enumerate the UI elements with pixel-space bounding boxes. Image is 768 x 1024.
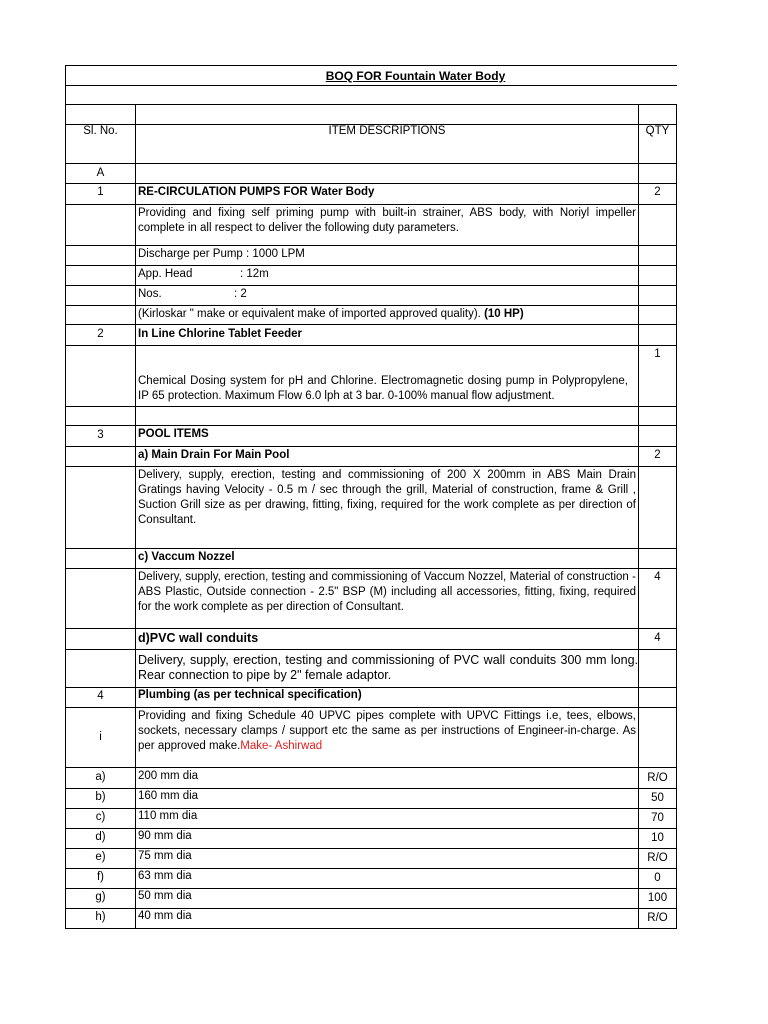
pipe-row-no: c)	[95, 811, 106, 823]
pipe-row-desc: 63 mm dia	[138, 870, 192, 882]
item1-description: Providing and fixing self priming pump with built-in strainer, ABS body, with Noriyl impeller complete in all respect to deliver the following duty parameters.	[138, 207, 636, 234]
pipe-row-no: a)	[95, 771, 106, 783]
grid-line	[66, 245, 677, 246]
pipe-row-no: g)	[95, 891, 106, 903]
grid-line	[66, 928, 677, 929]
pipe-row-no: b)	[95, 791, 106, 803]
grid-line	[66, 163, 677, 164]
grid-line	[66, 183, 677, 184]
pipe-row-qty: 70	[651, 812, 664, 824]
pipe-row-qty: R/O	[647, 772, 668, 784]
grid-line	[66, 85, 677, 86]
grid-line	[66, 446, 677, 447]
section-a-label: A	[96, 167, 105, 179]
document-title-text: BOQ FOR Fountain Water Body	[325, 69, 506, 83]
item1-head-label: App. Head	[138, 268, 193, 280]
grid-line	[135, 104, 136, 929]
pipe-row-desc: 160 mm dia	[138, 790, 199, 802]
item4-make: Make- Ashirwad	[240, 740, 323, 752]
grid-line	[66, 767, 677, 768]
item3-a-heading: a) Main Drain For Main Pool	[138, 449, 290, 461]
item1-heading: RE-CIRCULATION PUMPS FOR Water Body	[138, 186, 375, 198]
grid-line	[66, 285, 677, 286]
document-title	[66, 66, 677, 86]
item3-d-description: Delivery, supply, erection, testing and commissioning of PVC wall conduits 300 mm long. Rear connection to pipe by 2" female adaptor.	[138, 653, 638, 682]
item3-a-qty: 2	[654, 449, 661, 461]
pipe-row-desc: 50 mm dia	[138, 890, 192, 902]
grid-line	[66, 345, 677, 346]
grid-line	[66, 548, 677, 549]
pipe-row-no: e)	[95, 851, 106, 863]
item1-make	[138, 307, 524, 322]
grid-line	[66, 568, 677, 569]
grid-line	[66, 406, 677, 407]
item1-no: 1	[97, 186, 104, 198]
item1-hp: (10 HP)	[484, 308, 524, 320]
item1-nos-label: Nos.	[138, 288, 162, 300]
item4-description	[138, 709, 636, 754]
pipe-row-no: f)	[96, 871, 105, 883]
grid-line	[66, 305, 677, 306]
grid-line	[66, 466, 677, 467]
pipe-row-qty: R/O	[647, 852, 668, 864]
grid-line	[66, 104, 677, 105]
pipe-row-desc: 200 mm dia	[138, 770, 199, 782]
header-qty: QTY	[645, 125, 670, 137]
item1-make-text: (Kirloskar " make or equivalent make of imported approved quality).	[138, 308, 481, 320]
item4-no: 4	[97, 690, 104, 702]
item3-a-description: Delivery, supply, erection, testing and commissioning of 200 X 200mm in ABS Main Drain Gratings having Velocity - 0.5 m / sec through the grill, Material of construction, frame & Grill , Suction Grill size as per drawing, fitting, fixing, required for the work complete as per direction of Consultant.	[138, 469, 636, 526]
item2-heading: In Line Chlorine Tablet Feeder	[138, 328, 303, 340]
item2-qty: 1	[654, 348, 661, 360]
pipe-row-no: d)	[95, 831, 106, 843]
grid-line	[66, 265, 677, 266]
item3-c-description: Delivery, supply, erection, testing and commissioning of Vaccum Nozzel, Material of construction - ABS Plastic, Outside connection - 2.5" BSP (M) including all accessories, fitting, fixing, required for the work complete as per direction of Consultant.	[138, 571, 636, 613]
grid-line	[66, 707, 677, 708]
pipe-row-desc: 90 mm dia	[138, 830, 192, 842]
header-sl-no: Sl. No.	[83, 125, 118, 137]
item3-no: 3	[97, 429, 104, 441]
item1-nos-value: : 2	[234, 288, 247, 300]
pipe-row-desc: 40 mm dia	[138, 910, 192, 922]
item1-discharge: Discharge per Pump : 1000 LPM	[138, 248, 305, 260]
grid-line	[66, 324, 677, 325]
pipe-row-qty: 10	[651, 832, 664, 844]
item4-description-text: Providing and fixing Schedule 40 UPVC pipes complete with UPVC Fittings i.e, tees, elbows, sockets, necessary clamps / support etc the same as per instructions of Engineer-in-charge. As per approved make.	[138, 710, 636, 752]
item3-c-qty: 4	[654, 571, 661, 583]
pipe-row-desc: 75 mm dia	[138, 850, 192, 862]
item3-heading: POOL ITEMS	[138, 428, 209, 440]
pipe-row-qty: R/O	[647, 912, 668, 924]
header-item-descriptions: ITEM DESCRIPTIONS	[328, 125, 446, 137]
item3-d-heading: d)PVC wall conduits	[138, 631, 259, 645]
boq-sheet	[65, 65, 677, 929]
grid-line	[66, 628, 677, 629]
grid-line	[676, 104, 677, 929]
grid-line	[66, 425, 677, 426]
item1-head-value: : 12m	[240, 268, 269, 280]
grid-line	[66, 649, 677, 650]
item4-heading: Plumbing (as per technical specification)	[138, 689, 362, 701]
pipe-row-desc: 110 mm dia	[138, 810, 198, 822]
grid-line	[66, 204, 677, 205]
item4-sub-no: i	[99, 731, 102, 743]
pipe-row-no: h)	[95, 911, 106, 923]
item1-qty: 2	[654, 186, 661, 198]
item3-d-qty: 4	[654, 632, 661, 644]
item2-description: Chemical Dosing system for pH and Chlorine. Electromagnetic dosing pump in Polypropylene, IP 65 protection. Maximum Flow 6.0 lph at 3 bar. 0-100% manual flow adjustment.	[138, 375, 628, 402]
item3-c-heading: c) Vaccum Nozzel	[138, 551, 235, 563]
pipe-row-qty: 50	[651, 792, 664, 804]
item2-no: 2	[97, 328, 104, 340]
pipe-row-qty: 100	[647, 892, 668, 904]
pipe-row-qty: 0	[654, 872, 661, 884]
